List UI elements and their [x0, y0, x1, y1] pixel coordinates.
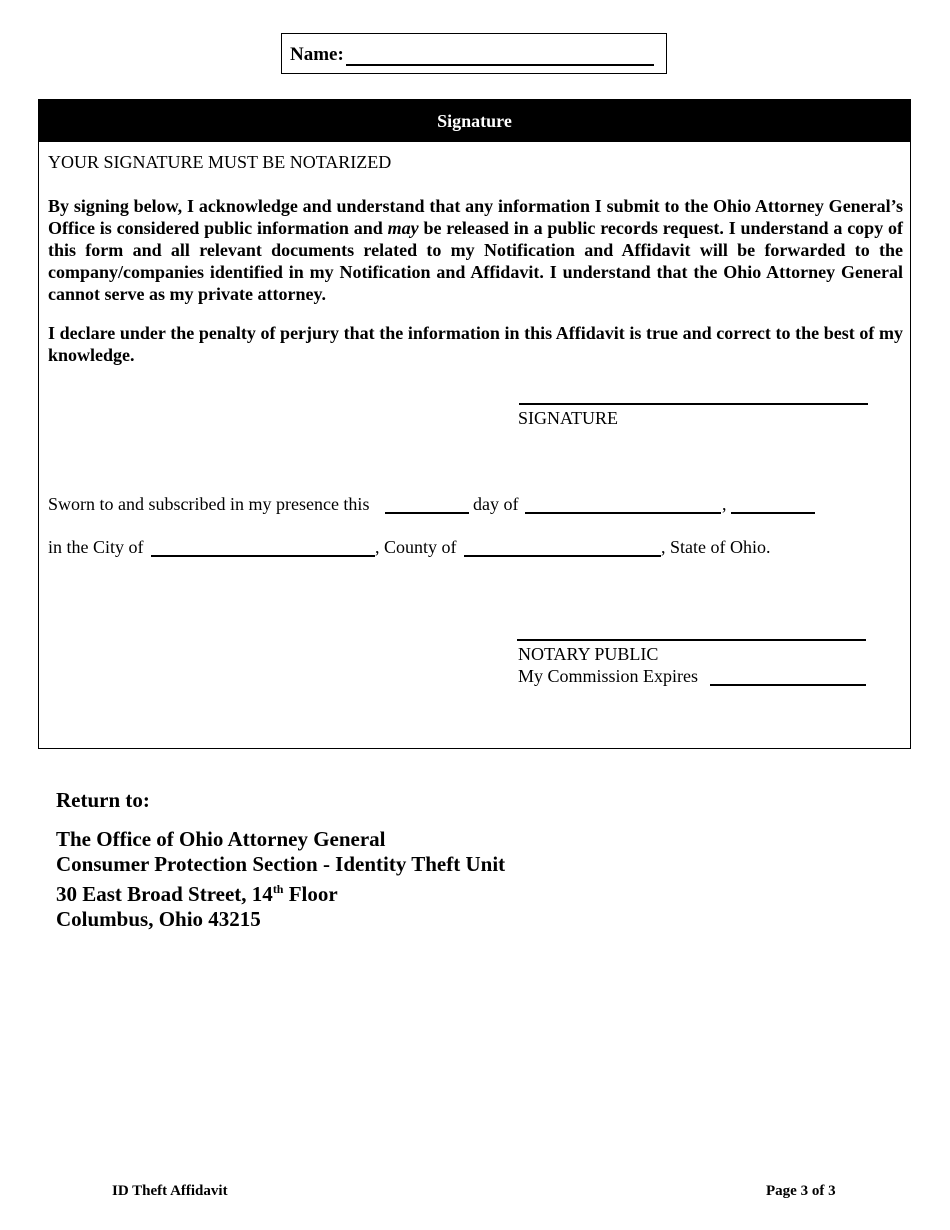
signature-panel: [38, 99, 911, 749]
acknowledgement-emphasis: may: [387, 218, 419, 238]
sworn-comma: ,: [722, 494, 727, 514]
notary-signature-line[interactable]: [517, 639, 866, 641]
sworn-prefix: Sworn to and subscribed in my presence this: [48, 494, 370, 514]
signature-label: SIGNATURE: [518, 408, 619, 428]
acknowledgement-part2: be released in a public records request. I understand a copy of this form and all relevant documents related to my Notification and Affidavit will be forwarded to the company/companies identified in my Notification and Affidavit. I understand that the Ohio Attorney General cannot serve as my private attorney.: [48, 218, 904, 304]
signature-header: Signature: [39, 100, 910, 142]
signature-line[interactable]: [519, 403, 868, 405]
footer-form-title: ID Theft Affidavit: [112, 1183, 228, 1199]
city-field[interactable]: [151, 555, 375, 557]
county-field[interactable]: [464, 555, 661, 557]
commission-expires-field[interactable]: [710, 684, 866, 686]
sworn-year-field[interactable]: [731, 512, 815, 514]
sworn-month-field[interactable]: [525, 512, 721, 514]
sworn-day-field[interactable]: [385, 512, 469, 514]
sworn-day-of: day of: [473, 494, 519, 514]
address-line-3-sup: th: [272, 882, 284, 896]
address-line-4: Columbus, Ohio 43215: [56, 907, 261, 931]
declaration-paragraph: I declare under the penalty of perjury that the information in this Affidavit is true and correct to the best of my knowledge.: [48, 323, 903, 365]
city-prefix: in the City of: [48, 537, 144, 557]
notarized-notice: YOUR SIGNATURE MUST BE NOTARIZED: [48, 152, 392, 172]
address-line-1: The Office of Ohio Attorney General: [56, 827, 386, 851]
name-box: [281, 33, 667, 74]
acknowledgement-paragraph: [48, 195, 903, 305]
state-suffix: , State of Ohio.: [661, 537, 771, 557]
address-line-2: Consumer Protection Section - Identity Theft Unit: [56, 852, 506, 876]
name-label: Name:: [290, 44, 344, 65]
name-field[interactable]: [346, 64, 654, 66]
footer-page-number: Page 3 of 3: [766, 1183, 836, 1199]
county-prefix: , County of: [375, 537, 457, 557]
address-line-3-suffix: Floor: [283, 882, 338, 906]
return-label: Return to:: [56, 788, 150, 812]
return-address-block: [56, 788, 505, 932]
notary-label: NOTARY PUBLIC: [518, 644, 659, 664]
address-line-3: [56, 877, 505, 907]
address-line-3-prefix: 30 East Broad Street, 14: [56, 882, 273, 906]
acknowledgement-part1: By signing below, I acknowledge and understand that any information I submit to the Ohio Attorney General’s Office is considered public information and: [48, 196, 903, 238]
commission-label: My Commission Expires: [518, 666, 699, 686]
